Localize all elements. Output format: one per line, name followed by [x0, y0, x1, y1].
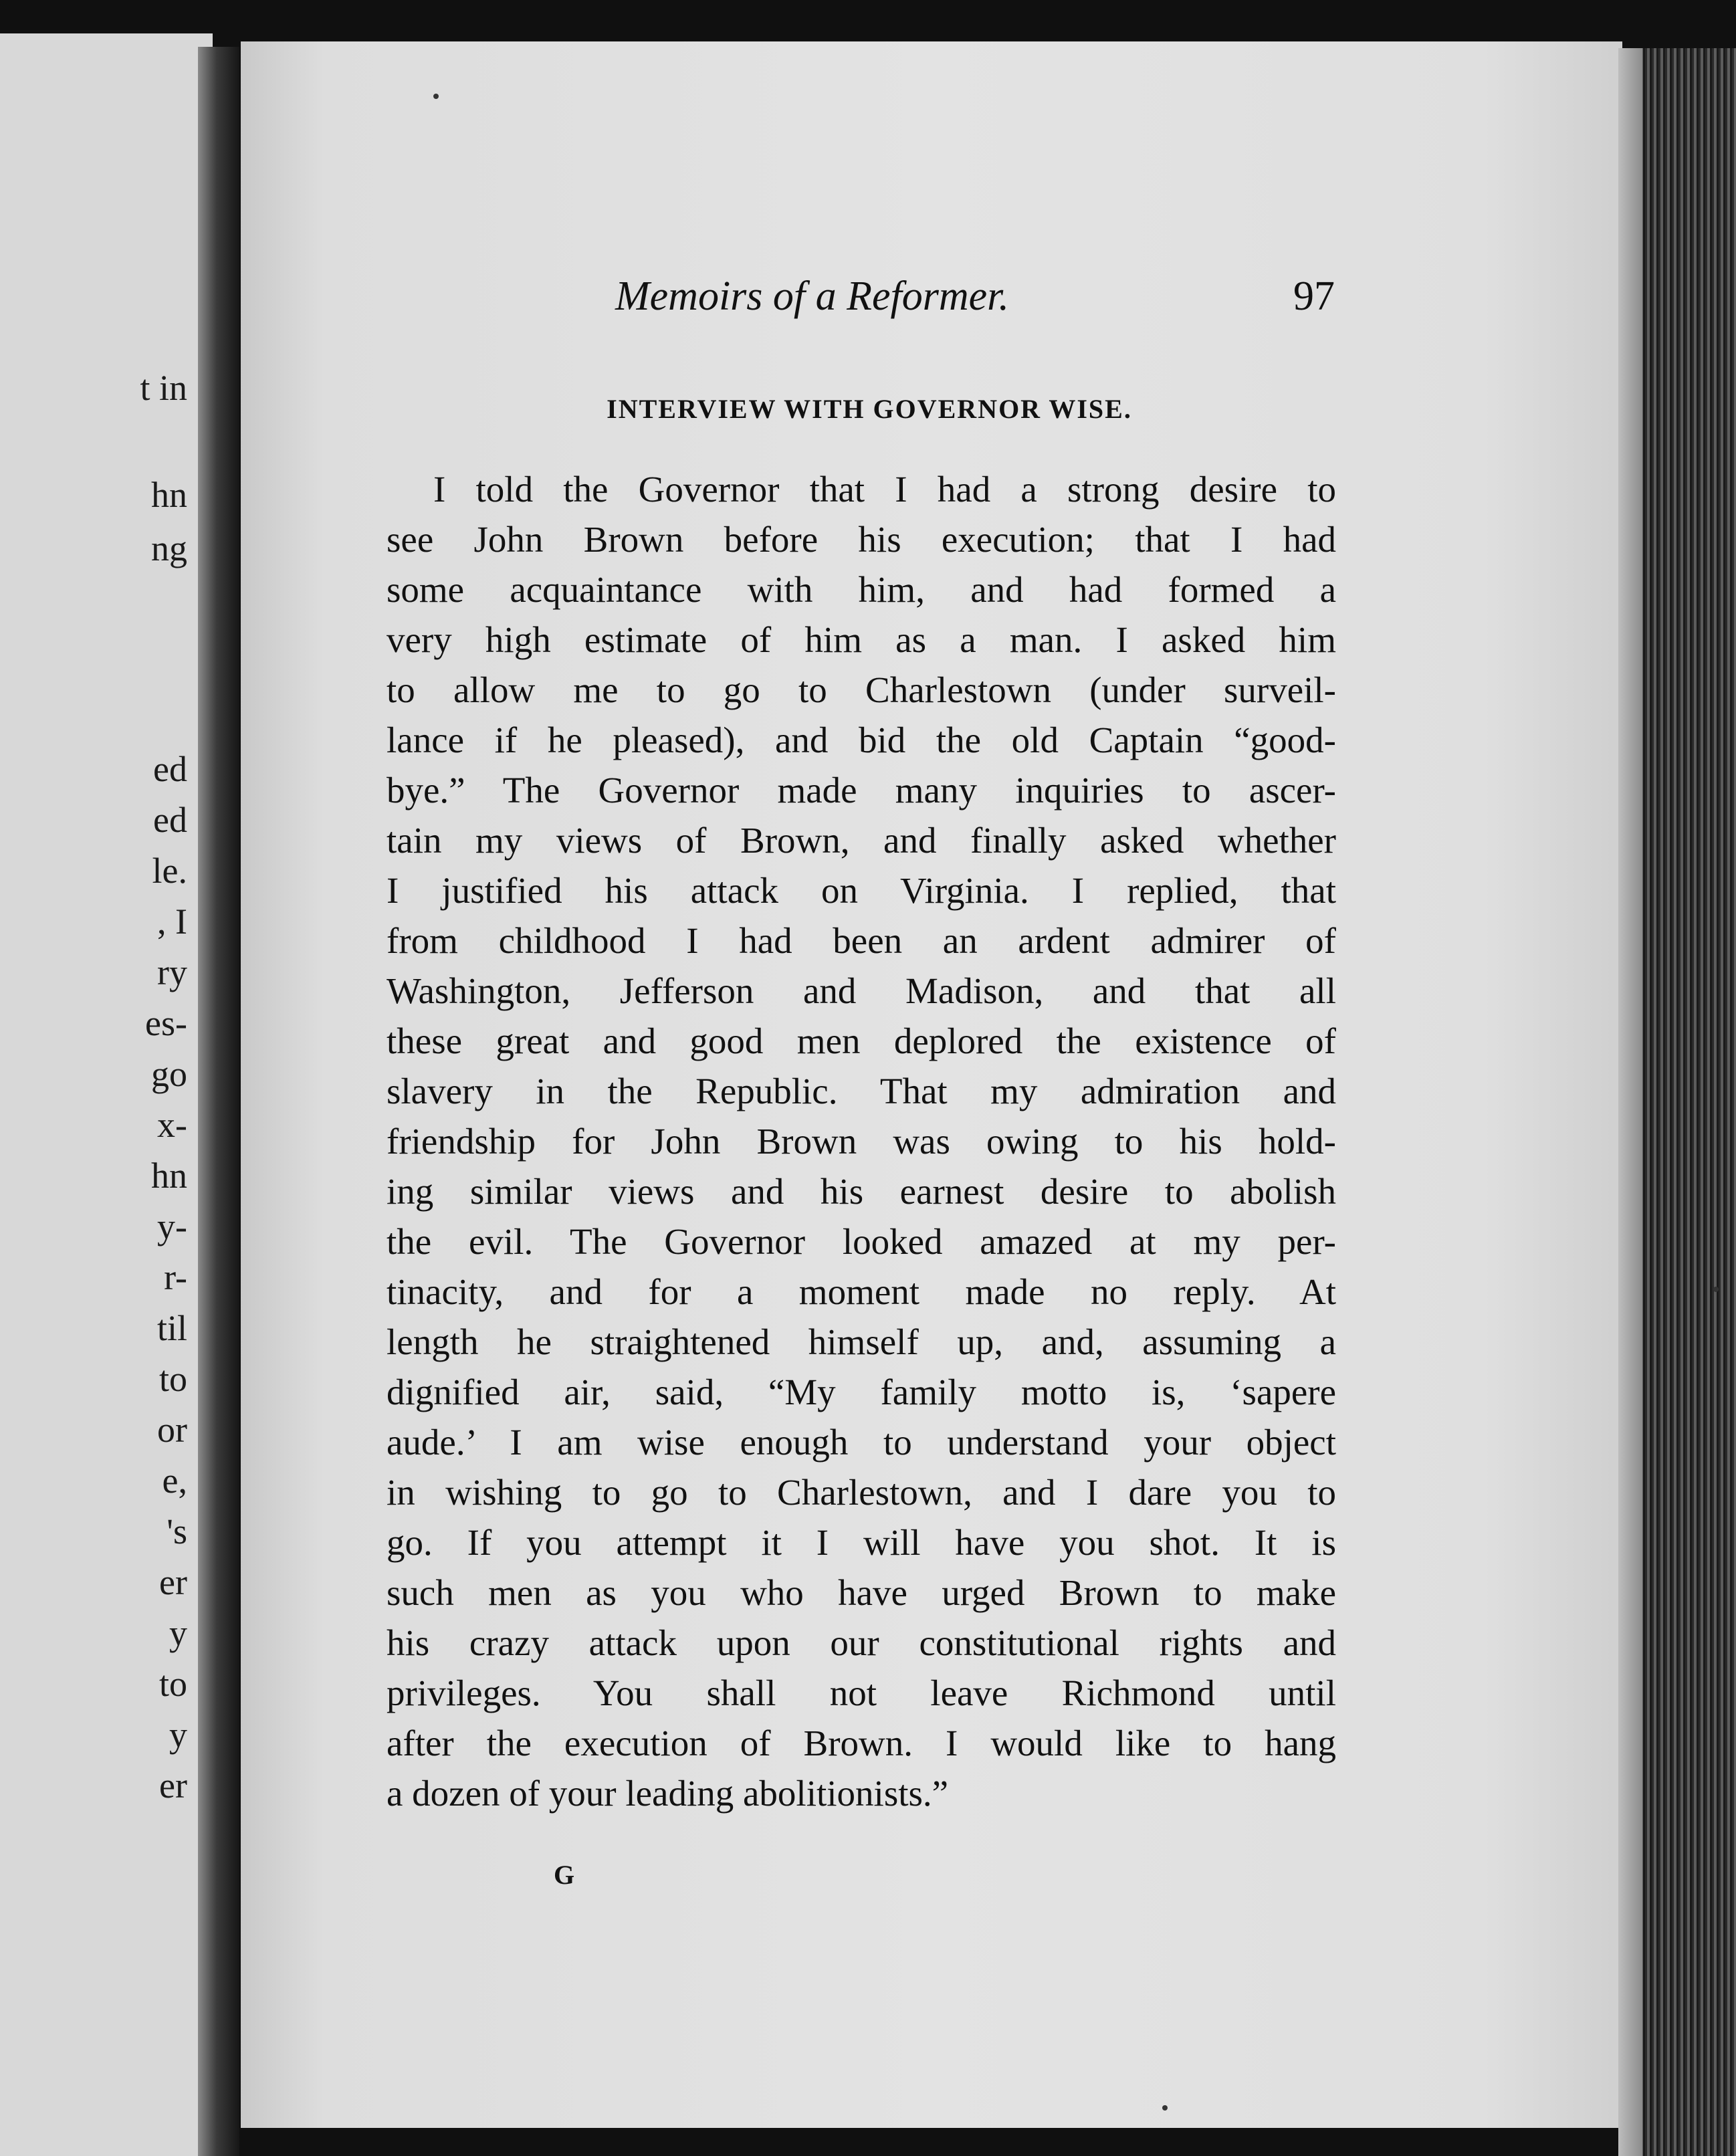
running-title: Memoirs of a Reformer. — [615, 274, 1009, 319]
left-page-fragment: ed — [153, 800, 187, 840]
text-line: I told the Governor that I had a strong desire to — [433, 469, 1336, 510]
left-page-fragment: ry — [157, 952, 187, 992]
left-page-fragment: t in — [140, 368, 187, 408]
running-head — [615, 273, 1351, 333]
text-line: tinacity, and for a moment made no reply. At — [387, 1271, 1336, 1312]
left-page-fragment: or — [157, 1410, 187, 1450]
book-gutter — [198, 47, 239, 2156]
left-page-fragment: to — [158, 1664, 187, 1704]
text-line: a dozen of your leading abolitionists.” — [387, 1773, 949, 1814]
left-page-fragment: ed — [153, 749, 187, 789]
left-page-fragment: til — [156, 1308, 187, 1348]
left-facing-page — [0, 33, 213, 2156]
text-line: see John Brown before his execution; that I had — [387, 519, 1336, 560]
left-page-fragment: er — [159, 1562, 187, 1602]
text-line: length he straightened himself up, and, assuming a — [387, 1321, 1336, 1362]
text-line: very high estimate of him as a man. I asked him — [387, 619, 1336, 660]
left-page-fragment: y — [169, 1715, 187, 1755]
section-heading: INTERVIEW WITH GOVERNOR WISE. — [607, 394, 1132, 424]
text-line: bye.” The Governor made many inquiries to ascer- — [387, 770, 1336, 811]
left-page-fragment: 's — [167, 1511, 187, 1551]
left-page-fragment: x- — [157, 1105, 187, 1145]
text-line: lance if he pleased), and bid the old Captain “good- — [387, 720, 1336, 760]
left-page-fragment: r- — [164, 1257, 187, 1297]
text-line: his crazy attack upon our constitutional rights and — [387, 1622, 1336, 1663]
left-page-fragment: es- — [145, 1003, 187, 1043]
left-page-fragment: hn — [151, 475, 187, 515]
text-line: these great and good men deplored the existence of — [387, 1020, 1336, 1061]
page-number: 97 — [1293, 274, 1335, 319]
text-line: friendship for John Brown was owing to his hold- — [387, 1121, 1336, 1162]
left-page-fragment: ng — [151, 528, 187, 568]
left-page-fragment: to — [158, 1359, 187, 1399]
text-line: in wishing to go to Charlestown, and I dare you to — [387, 1472, 1336, 1513]
left-page-fragment: hn — [151, 1156, 187, 1196]
body-paragraph — [387, 464, 1336, 1818]
text-line: go. If you attempt it I will have you shot. It is — [387, 1522, 1336, 1563]
text-line: the evil. The Governor looked amazed at my per- — [387, 1221, 1336, 1262]
text-line: aude.’ I am wise enough to understand your object — [387, 1422, 1336, 1463]
text-line: I justified his attack on Virginia. I replied, that — [387, 870, 1336, 911]
page-fore-edge — [1618, 48, 1736, 2156]
left-page-fragment: le. — [152, 851, 187, 891]
text-line: slavery in the Republic. That my admiration and — [387, 1071, 1336, 1111]
scan-speck — [1162, 2105, 1168, 2111]
text-line: to allow me to go to Charlestown (under surveil- — [387, 669, 1336, 710]
text-line: some acquaintance with him, and had formed a — [387, 569, 1336, 610]
left-page-fragment: y- — [157, 1206, 187, 1247]
left-page-fragment: er — [159, 1765, 187, 1806]
text-line: Washington, Jefferson and Madison, and that all — [387, 970, 1336, 1011]
left-page-fragment: , I — [157, 901, 187, 942]
text-line: from childhood I had been an ardent admirer of — [387, 920, 1336, 961]
left-page-fragment: e, — [162, 1461, 187, 1501]
signature-mark: G — [554, 1860, 575, 1890]
text-line: after the execution of Brown. I would like to hang — [387, 1723, 1336, 1763]
scan-speck — [1713, 1287, 1719, 1292]
scan-speck — [433, 94, 439, 99]
text-line: dignified air, said, “My family motto is, ‘sapere — [387, 1372, 1336, 1412]
text-line: tain my views of Brown, and finally asked whether — [387, 820, 1336, 861]
left-page-fragment: go — [151, 1054, 187, 1094]
text-line: such men as you who have urged Brown to make — [387, 1572, 1336, 1613]
left-page-fragment: y — [169, 1613, 187, 1653]
text-line: privileges. You shall not leave Richmond until — [387, 1673, 1336, 1713]
text-line: ing similar views and his earnest desire to abolish — [387, 1171, 1336, 1212]
